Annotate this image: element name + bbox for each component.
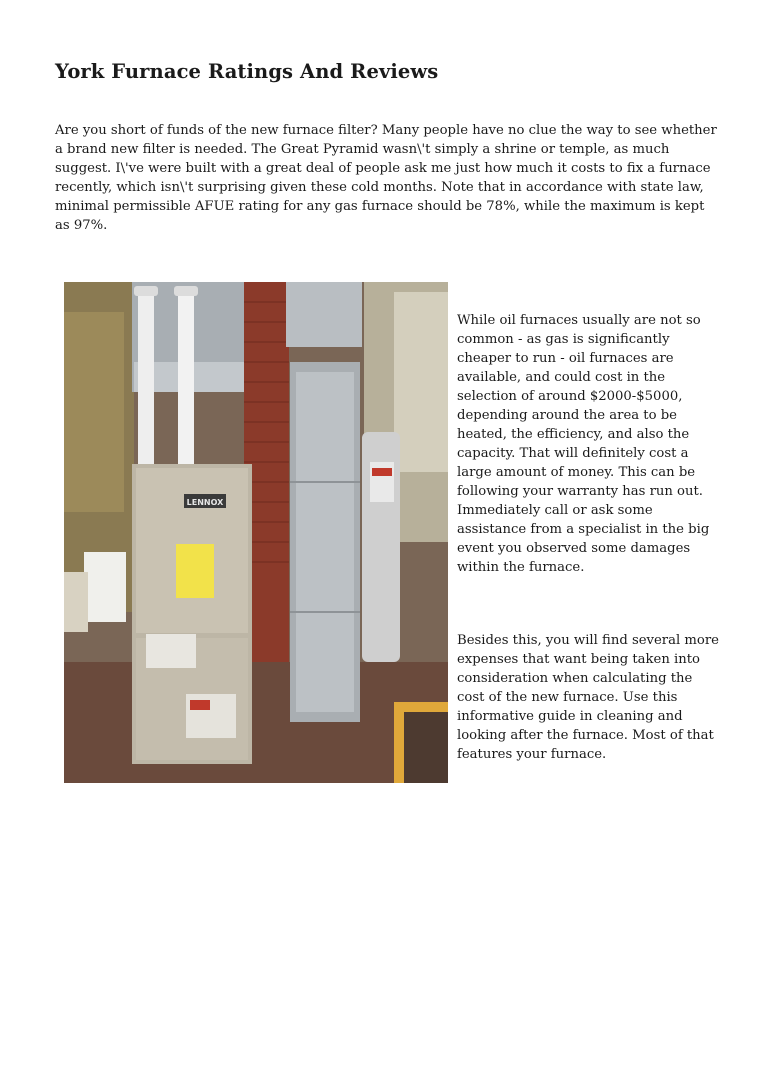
furnace-brand-label: LENNOX [186, 498, 224, 507]
intro-paragraph: Are you short of funds of the new furnace filter? Many people have no clue the way to see whether a brand new filter is needed. The Great Pyramid wasn\'t simply a shrine or temple, as much suggest. I\'ve were built with a great deal of people ask me just how much it costs to fix a furnace recently, which isn\'t surprising given these cold months. Note that in accordance with state law, minimal permissible AFUE rating for any gas furnace should be 78%, while the maximum is kept as 97%. [55, 123, 717, 233]
furnace-photo [64, 282, 448, 783]
side-paragraph-2: Besides this, you will find several more expenses that want being taken into consideration when calculating the cost of the new furnace. Use this informative guide in cleaning and looking after the furnace. Most of that features your furnace. [457, 633, 719, 762]
furnace-photo-illustration [64, 282, 448, 783]
side-paragraph-1: While oil furnaces usually are not so common - as gas is significantly cheaper to run - oil furnaces are available, and could cost in the selection of around $2000-$5000, depending around the area to be heated, the efficiency, and also the capacity. That will definitely cost a large amount of money. This can be following your warranty has run out. Immediately call or ask some assistance from a specialist in the big event you observed some damages within the furnace. [457, 313, 710, 575]
page-title: York Furnace Ratings And Reviews [55, 60, 439, 83]
